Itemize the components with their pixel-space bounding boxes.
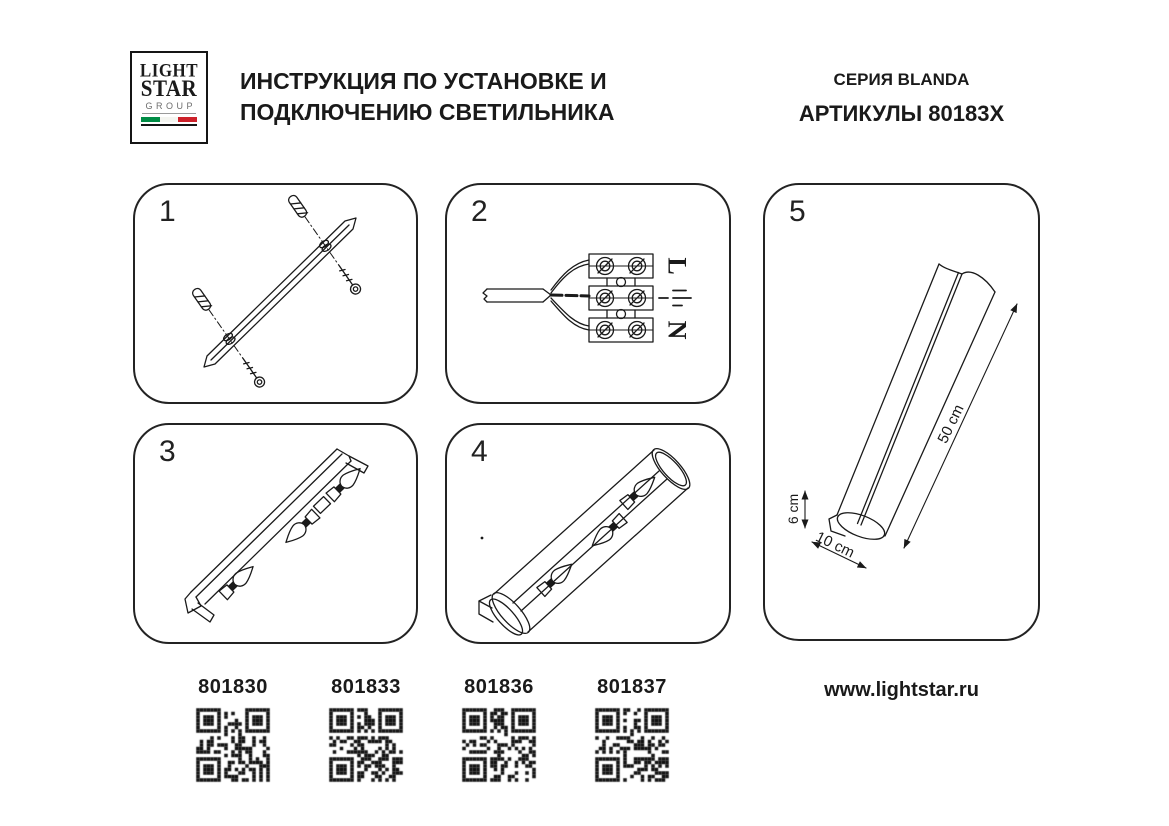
dimensions-diagram [765,185,1040,641]
live-wire-label: L [662,257,692,275]
qr-code [328,707,404,783]
qr-code [594,707,670,783]
step-panel-4 [445,423,731,644]
logo-star-text: STAR [140,74,198,102]
logo-light-text: LIGHT [139,59,199,82]
qr-code [195,707,271,783]
article-code: 801837 [597,676,667,698]
article-item [306,676,426,788]
series-label: СЕРИЯ BLANDA [833,70,970,89]
earth-symbol [659,291,691,306]
step-panel-5 [763,183,1040,641]
article-code: 801830 [198,676,268,698]
step-number-4: 4 [471,435,488,468]
dimension-height-label: 6 cm [785,493,801,525]
step-panel-3 [133,423,418,644]
fixture-base-diagram [135,425,418,644]
tube-assembly-diagram [447,425,731,644]
page-title [240,66,614,128]
article-code: 801833 [331,676,401,698]
step-number-2: 2 [471,195,488,228]
mounting-strip-diagram [135,185,418,404]
italy-flag [141,117,197,122]
page-title-line2: ПОДКЛЮЧЕНИЮ СВЕТИЛЬНИКА [240,99,615,125]
page-title-line1: ИНСТРУКЦИЯ ПО УСТАНОВКЕ И [240,68,607,94]
series-header [763,70,1040,127]
lightstar-logo [130,51,208,144]
dimension-length-label: 50 cm [934,401,968,447]
logo-underline [141,124,197,126]
step-number-1: 1 [159,195,176,228]
article-code: 801836 [464,676,534,698]
wiring-diagram [447,185,731,404]
article-item [572,676,692,788]
neutral-wire-label: N [662,320,692,340]
step-number-3: 3 [159,435,176,468]
website-url: www.lightstar.ru [824,679,979,701]
articles-heading: АРТИКУЛЫ 80183X [798,101,1005,126]
step-panel-1 [133,183,418,404]
step-number-5: 5 [789,195,806,228]
step-panel-2 [445,183,731,404]
qr-code [461,707,537,783]
logo-group-text: GROUP [142,101,196,114]
article-item [173,676,293,788]
article-item [439,676,559,788]
dimension-depth-label: 10 cm [812,528,858,562]
